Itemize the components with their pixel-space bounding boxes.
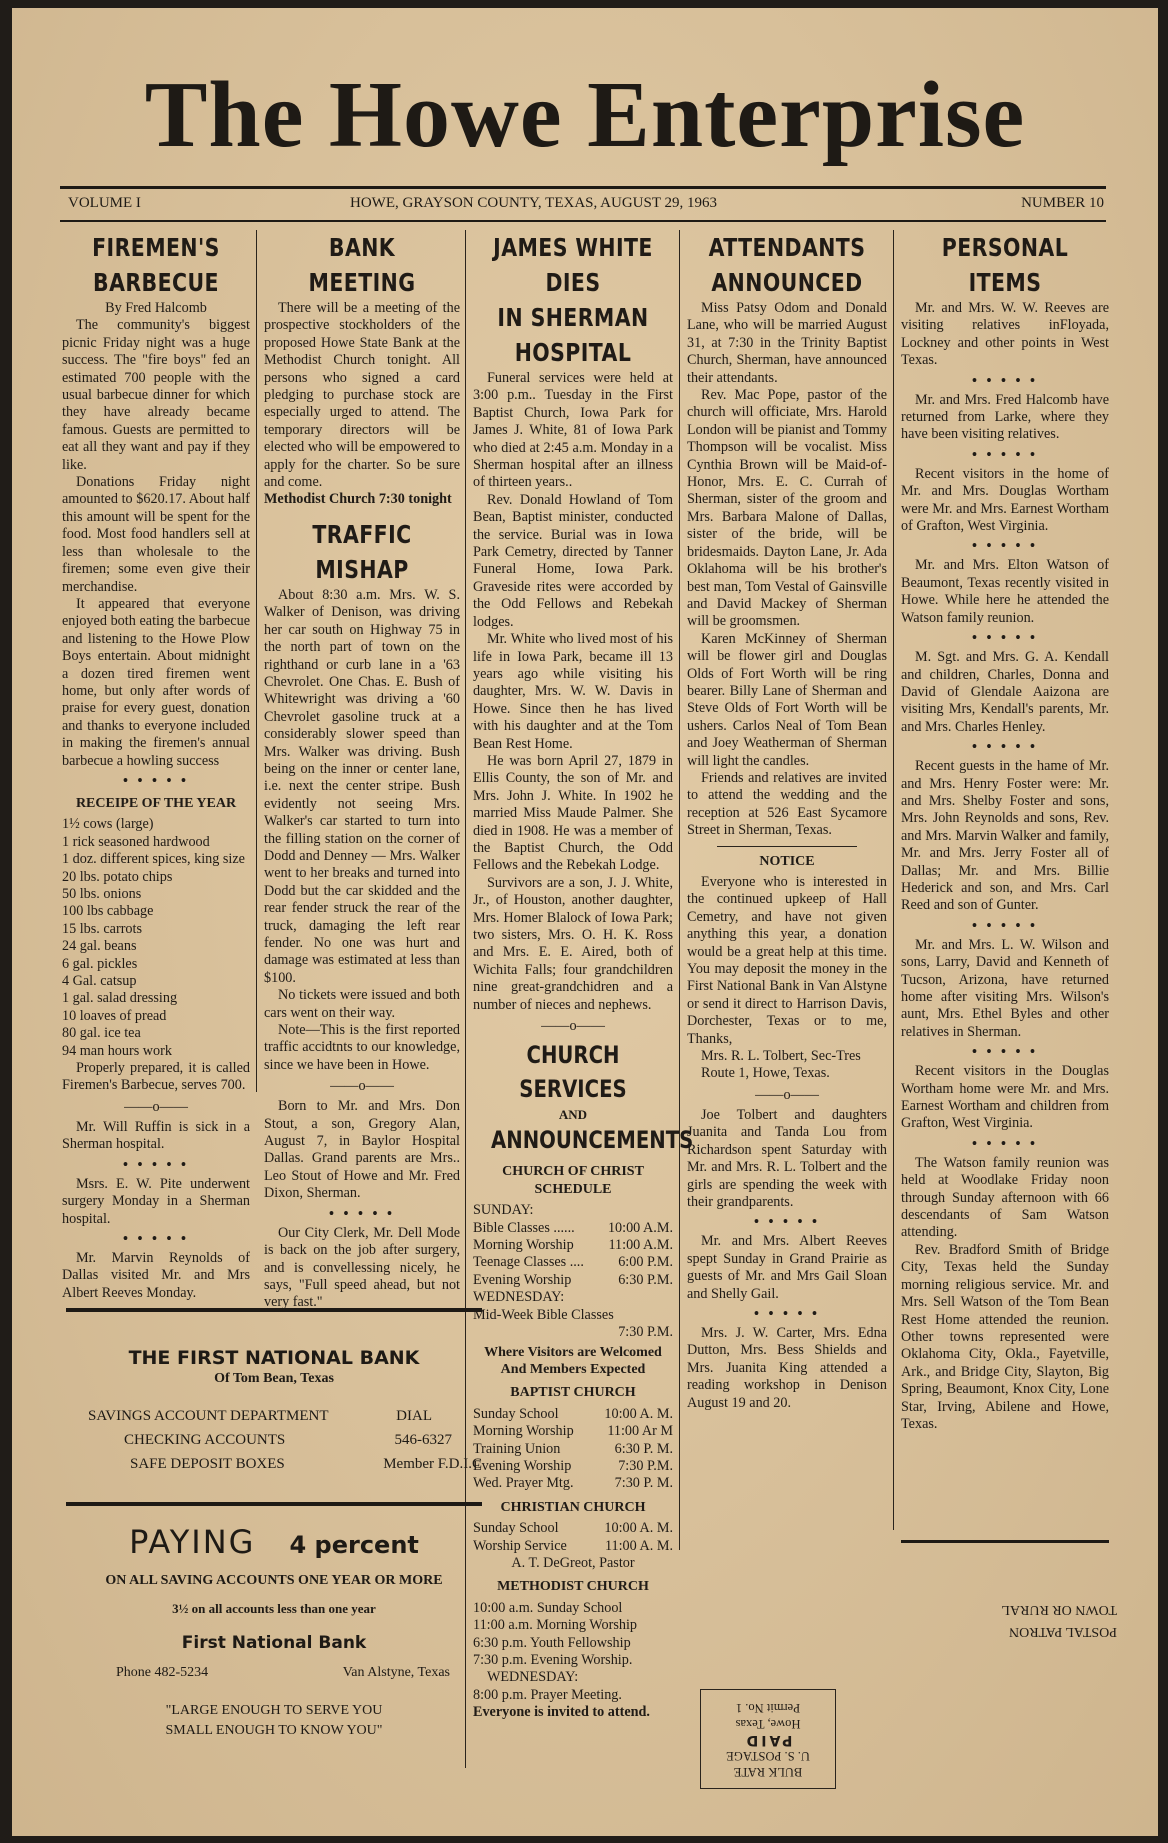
byline: By Fred Halcomb bbox=[105, 300, 207, 316]
column-personal-items bbox=[901, 230, 1109, 1433]
recipe-item: 94 man hours work bbox=[62, 1042, 172, 1059]
personal-item: Rev. Bradford Smith of Bridge City, Texas held the Sunday morning religious service. Mr. and Mrs. Sell Watson of the Tom Bean Rest Home attended the reunion. Other towns represented were Oklahoma City, Okla., Fayetville, Ark., and Bridge City, Slayton, Big Spring, Beaumont, Knox City, Lone Star, Irving, Abilene and Howe, Texas. bbox=[901, 1241, 1109, 1432]
masthead-title: The Howe Enterprise bbox=[144, 63, 1026, 167]
column-attendants bbox=[687, 230, 887, 1412]
schedule-event: Teenage Classes .... bbox=[473, 1254, 584, 1271]
midweek-time: 7:30 P.M. bbox=[618, 1324, 673, 1341]
postal-patron-label bbox=[967, 1598, 1117, 1642]
ad-phone: Phone 482-5234 bbox=[116, 1665, 209, 1680]
invitation: Everyone is invited to attend. bbox=[473, 1704, 650, 1721]
article-paragraph: About 8:30 a.m. Mrs. W. S. Walker of Denison, was driving her car south on Highway 75 in the north part of town on the righthand or curb lane in a '63 Chevrolet. One Chas. E. Bush of Whitewright was driving a '60 Chevrolet gasoline truck at a considerably slower speed than Mrs. Walker was driving. Bush being on the inner or center lane, i.e. next the center stripe. Bush evidently not seeing Mrs. Walker's car started to turn into the filling station on the corner of Dodd and Denney — Mrs. Walker went to her breaks and turned into Dodd but the car skidded and the rear fender struck the rear of the truck, damaging the left rear fender. No one was hurt and damage was estimated at less than $100. bbox=[264, 586, 460, 986]
article-paragraph: Our City Clerk, Mr. Dell Mode is back on the job after surgery, and is convellessing nicely, he says, "Full speed ahead, but not very fast." bbox=[264, 1224, 460, 1311]
methodist-prayer: 8:00 p.m. Prayer Meeting. bbox=[473, 1686, 622, 1703]
ad-phone: 546-6327 bbox=[394, 1432, 452, 1448]
article-paragraph: The community's biggest picnic Friday night was a huge success. The "fire boys" fed an estimated 700 people with the usual barbecue dinner for which they have already became famous. Guests are permitted to eat all they want and pay if they like. bbox=[62, 317, 250, 473]
schedule-time: 10:00 A. M. bbox=[604, 1405, 673, 1422]
schedule-event: Sunday School bbox=[473, 1405, 559, 1422]
star-separator: • • • • • bbox=[328, 1205, 396, 1222]
christian-church-title: CHRISTIAN CHURCH bbox=[500, 1499, 646, 1515]
article-paragraph: Note—This is the first reported traffic accidtnts to our knowledge, since we have been in Howe. bbox=[264, 1022, 460, 1073]
schedule-time: 6:30 P.M. bbox=[618, 1271, 673, 1288]
schedule-row bbox=[473, 1423, 673, 1440]
schedule-row bbox=[473, 1237, 673, 1254]
schedule-row bbox=[473, 1520, 673, 1537]
headline-traffic-mishap: TRAFFIC MISHAP bbox=[312, 519, 412, 584]
schedule-row bbox=[473, 1272, 673, 1289]
news-item: Joe Tolbert and daughters Juanita and Tanda Lou from Richardson spent Saturday with Mr. and Mrs. R. L. Tolbert and the girls are spending the week with their grandparents. bbox=[687, 1106, 887, 1210]
ad-service: CHECKING ACCOUNTS bbox=[124, 1432, 286, 1448]
article-paragraph: Funeral services were held at 3:00 p.m.. Tuesday in the First Baptist Church, Iowa Park for James J. White, 81 of Iowa Park who died at 2:45 a.m. Monday in a Sherman hospital after an illness of thirteen years.. bbox=[473, 370, 673, 491]
recipe-item: 20 lbs. potato chips bbox=[62, 868, 173, 885]
bulk-rate-permit-stamp bbox=[700, 1689, 836, 1789]
news-item: Mrs. J. W. Carter, Mrs. Edna Dutton, Mrs. Bess Shields and Mrs. Juanita King attended a reading workshop in Denison August 19 and 20. bbox=[687, 1324, 887, 1411]
ad-city: Van Alstyne, Texas bbox=[342, 1665, 450, 1680]
article-paragraph: Miss Patsy Odom and Donald Lane, who will be married August 31, at 7:30 in the Trinity Baptist Church, Sherman, have announced their attendants. bbox=[687, 300, 887, 386]
article-paragraph: Rev. Mac Pope, pastor of the church will officiate, Mrs. Harold London will be pianist and Tommy Thompson will be vocalist. Miss Cynthia Brown will be Maid-of-Honor, Mrs. E. C. Currah of Sherman, sister of the groom and Mrs. Barbara Malone of Dallas, sister of the bride, will be bridesmaids. Dayton Lane, Jr. Ada Oklahoma will be his brother's best man, Tom Vestal of Gainsville and David Mackey of Sherman will be groomsmen. bbox=[687, 387, 887, 630]
methodist-line: 11:00 a.m. Morning Worship bbox=[473, 1617, 637, 1634]
personal-item: Recent visitors in the Douglas Wortham home were Mr. and Mrs. Earnest Wortham and children from Grafton, West Virginia. bbox=[901, 1063, 1109, 1132]
notice-address: Route 1, Howe, Texas. bbox=[701, 1065, 830, 1082]
permit-line: U. S. POSTAGE bbox=[726, 1749, 810, 1763]
permit-line: BULK RATE bbox=[733, 1765, 803, 1779]
headline-personal-items: PERSONAL ITEMS bbox=[941, 233, 1069, 297]
ad-row bbox=[66, 1428, 482, 1452]
news-item: Mr. and Mrs. Albert Reeves spept Sunday in Grand Prairie as guests of Mr. and Mrs Gail Sloan and Shelly Gail. bbox=[687, 1233, 887, 1302]
star-separator: • • • • • bbox=[971, 1135, 1039, 1152]
ad-paying: PAYING bbox=[129, 1523, 256, 1561]
column-divider bbox=[256, 230, 257, 1092]
personal-item: M. Sgt. and Mrs. G. A. Kendall and children, Charles, Donna and David of Glendale Aaizona are visiting Mrs, Kendall's parents, Mr. and Mrs. Charles Henley. bbox=[901, 649, 1109, 735]
permit-paid: PAID bbox=[743, 1732, 793, 1748]
headline-bank-meeting: BANK MEETING bbox=[308, 233, 416, 297]
schedule-row bbox=[473, 1475, 673, 1492]
ad-rate-line-2: 3½ on all accounts less than one year bbox=[172, 1601, 376, 1616]
schedule-time: 11:00 A. M. bbox=[604, 1537, 673, 1554]
permit-line: Permit No. 1 bbox=[735, 1701, 801, 1715]
schedule-row bbox=[473, 1538, 673, 1555]
separator: ——o—— bbox=[541, 1018, 605, 1035]
ad-percent: 4 percent bbox=[289, 1531, 419, 1559]
personal-item: Mr. and Mrs. L. W. Wilson and sons, Larry, David and Kenneth of Tucson, Arizona, have returned home after visiting Mrs. Wilson's aunt, Mrs. Ethel Byles and other relatives in Sherman. bbox=[901, 936, 1109, 1040]
star-separator: • • • • • bbox=[122, 772, 190, 789]
methodist-line: 10:00 a.m. Sunday School bbox=[473, 1599, 623, 1616]
article-paragraph: He was born April 27, 1879 in Ellis County, the son of Mr. and Mrs. John J. White. In 1902 he married Miss Maude Palmer. She died in 1908. He was a member of the Baptist Church, the Odd Fellows and the Rebekah Lodge. bbox=[473, 752, 673, 874]
meeting-time: Methodist Church 7:30 tonight bbox=[264, 491, 452, 508]
ad-rate-line: ON ALL SAVING ACCOUNTS ONE YEAR OR MORE bbox=[105, 1573, 443, 1588]
recipe-item: 6 gal. pickles bbox=[62, 955, 138, 972]
ad-first-national-bank-van-alstyne bbox=[66, 1522, 482, 1741]
methodist-church-title: METHODIST CHURCH bbox=[497, 1579, 649, 1595]
star-separator: • • • • • bbox=[753, 1214, 821, 1231]
schedule-time: 10:00 A.M. bbox=[607, 1219, 673, 1236]
notice-text: Everyone who is interested in the continued upkeep of Hall Cemetry, and have not given anything this year, a donation would be a great help at this time. You may deposit the money in the First National Bank in Van Alstyne or send it direct to Harrison Davis, Dorchester, Texas or to me, Thanks, bbox=[687, 874, 887, 1047]
personal-item: Recent visitors in the home of Mr. and Mrs. Douglas Wortham were Mr. and Mrs. Earnest Wortham of Grafton, West Virginia. bbox=[901, 465, 1109, 535]
schedule-time: 11:00 A.M. bbox=[608, 1237, 673, 1254]
ad-bank-title: THE FIRST NATIONAL BANK bbox=[128, 1347, 420, 1369]
recipe-title: RECEIPE OF THE YEAR bbox=[75, 795, 237, 811]
christian-pastor: A. T. DeGreot, Pastor bbox=[511, 1554, 635, 1571]
schedule-row bbox=[473, 1220, 673, 1237]
recipe-item: 50 lbs. onions bbox=[62, 886, 142, 902]
star-separator: • • • • • bbox=[971, 538, 1039, 555]
article-paragraph: Mr. White who lived most of his life in Iowa Park, became ill 13 years ago while visiting his daughter, Mrs. W. W. Davis in Howe. Since then he has lived with his daughter and at the Tom Bean Rest Home. bbox=[473, 631, 673, 752]
wednesday-label: WEDNESDAY: bbox=[473, 1289, 565, 1306]
baptist-church-title: BAPTIST CHURCH bbox=[510, 1385, 636, 1401]
schedule-event: Worship Service bbox=[473, 1537, 567, 1554]
separator: ——o—— bbox=[330, 1078, 394, 1095]
personal-item: The Watson family reunion was held at Woodlake Friday noon through Sunday afternoon with 66 descendants of Sam Watson attending. bbox=[901, 1154, 1109, 1241]
ad-dial-label: DIAL bbox=[396, 1408, 432, 1424]
ad-contact-row bbox=[66, 1661, 482, 1685]
star-separator: • • • • • bbox=[971, 917, 1039, 934]
schedule-event: Sunday School bbox=[473, 1520, 559, 1537]
schedule-event: Wed. Prayer Mtg. bbox=[473, 1475, 574, 1492]
ad-slogan: "LARGE ENOUGH TO SERVE YOU bbox=[165, 1703, 383, 1718]
recipe-item: 10 loaves of pread bbox=[62, 1007, 167, 1024]
separator: ——o—— bbox=[124, 1098, 188, 1115]
recipe-item: 100 lbs cabbage bbox=[62, 903, 154, 920]
ad-row bbox=[66, 1404, 482, 1428]
personal-item: Mr. and Mrs. W. W. Reeves are visiting relatives inFloyada, Lockney and other points in West Texas. bbox=[901, 300, 1109, 369]
postal-patron-line: TOWN OR RURAL bbox=[1001, 1602, 1117, 1617]
recipe-item: 15 lbs. carrots bbox=[62, 920, 142, 937]
headline-james-white-dies: JAMES WHITE DIES bbox=[493, 233, 653, 297]
star-separator: • • • • • bbox=[122, 1230, 190, 1247]
personal-item: Mr. and Mrs. Elton Watson of Beaumont, Texas recently visited in Howe. While here he attended the Watson family reunion. bbox=[901, 557, 1109, 626]
recipe-item: 80 gal. ice tea bbox=[62, 1025, 141, 1042]
column-bank-meeting bbox=[264, 230, 460, 1312]
headline-announcements: ANNOUNCEMENTS bbox=[491, 1126, 694, 1155]
schedule-row bbox=[473, 1458, 673, 1475]
methodist-line: 7:30 p.m. Evening Worship. bbox=[473, 1652, 633, 1668]
welcome-line: Where Visitors are Welcomed And Members Expected bbox=[484, 1344, 662, 1377]
recipe-item: 1½ cows (large) bbox=[62, 816, 154, 833]
headline-hospital: HOSPITAL bbox=[514, 338, 632, 367]
column-divider bbox=[679, 230, 680, 1550]
ad-service: SAFE DEPOSIT BOXES bbox=[130, 1456, 285, 1472]
schedule-time: 11:00 Ar M bbox=[607, 1423, 673, 1440]
schedule-time: 7:30 P.M. bbox=[618, 1457, 673, 1474]
headline-firemens: FIREMEN'S bbox=[92, 233, 220, 262]
schedule-event: Morning Worship bbox=[473, 1237, 574, 1254]
schedule-time: 6:30 P. M. bbox=[614, 1440, 673, 1457]
article-paragraph: Born to Mr. and Mrs. Don Stout, a son, Gregory Alan, August 7, in Baylor Hospital Dallas. Grand parents are Mrs.. Leo Stout of Howe and Mr. Fred Dixon, Sherman. bbox=[264, 1098, 460, 1202]
column-firemens-barbecue bbox=[62, 230, 250, 1302]
headline-church-services: CHURCH SERVICES bbox=[519, 1041, 627, 1104]
place-date: HOWE, GRAYSON COUNTY, TEXAS, AUGUST 29, 1963 bbox=[350, 195, 717, 211]
star-separator: • • • • • bbox=[753, 1305, 821, 1322]
postal-patron-line: POSTAL PATRON bbox=[1009, 1624, 1117, 1639]
ad-member: Member F.D.I.C bbox=[383, 1456, 482, 1472]
sunday-label: SUNDAY: bbox=[473, 1202, 534, 1219]
star-separator: • • • • • bbox=[971, 739, 1039, 756]
recipe-item: 24 gal. beans bbox=[62, 938, 137, 955]
star-separator: • • • • • bbox=[971, 1044, 1039, 1061]
news-item: Mr. Will Ruffin is sick in a Sherman hospital. bbox=[62, 1118, 250, 1153]
recipe-item: 1 doz. different spices, king size bbox=[62, 851, 245, 868]
star-separator: • • • • • bbox=[971, 630, 1039, 647]
star-separator: • • • • • bbox=[122, 1156, 190, 1173]
ad-bank-name: First National Bank bbox=[181, 1633, 367, 1653]
article-paragraph: There will be a meeting of the prospective stockholders of the proposed Howe State Bank at the Methodist Church tonight. All persons who signed a card pledging to purchase stock are especially urged to attend. The temporary directors will be elected who will be empowered to apply for the charter. So be sure and come. bbox=[264, 300, 460, 491]
column-divider bbox=[893, 230, 894, 1530]
schedule-time: 7:30 P. M. bbox=[614, 1475, 673, 1492]
headline-attendants: ATTENDANTS bbox=[708, 233, 866, 262]
recipe-item: 1 rick seasoned hardwood bbox=[62, 833, 210, 850]
headline-barbecue: BARBECUE bbox=[93, 268, 219, 297]
schedule-event: Evening Worship bbox=[473, 1457, 572, 1474]
recipe-close: Properly prepared, it is called Firemen's Barbecue, serves 700. bbox=[62, 1060, 250, 1094]
article-paragraph: No tickets were issued and both cars went on their way. bbox=[264, 987, 460, 1021]
permit-line: Howe, Texas bbox=[735, 1717, 801, 1731]
recipe-item: 1 gal. salad dressing bbox=[62, 990, 178, 1007]
article-paragraph: Rev. Donald Howland of Tom Bean, Baptist minister, conducted the service. Burial was in Iowa Park Cemetry, directed by Tanner Funeral Home, Iowa Park. Graveside rites were accorded by the Odd Fellows and Rebekah lodges. bbox=[473, 491, 673, 630]
article-paragraph: It appeared that everyone enjoyed both eating the barbecue and listening to the Howe Plow Boys entertain. About midnight a dozen tired firemen went home, but only after words of praise for every guest, donation and thanks to everyone included in making the firemen's annual barbecue a howling success bbox=[62, 595, 250, 769]
midweek-classes: Mid-Week Bible Classes bbox=[473, 1306, 614, 1323]
ad-bank-subtitle: Of Tom Bean, Texas bbox=[214, 1371, 334, 1386]
recipe-item: 4 Gal. catsup bbox=[62, 973, 137, 990]
notice-signature: Mrs. R. L. Tolbert, Sec-Tres bbox=[701, 1048, 861, 1065]
schedule-time: 6:00 P.M. bbox=[618, 1254, 673, 1271]
headline-announced: ANNOUNCED bbox=[711, 268, 863, 297]
ad-row bbox=[66, 1452, 482, 1476]
column-end-rule bbox=[901, 1540, 1109, 1543]
personal-item: Mr. and Mrs. Fred Halcomb have returned from Larke, where they have been visiting relatives. bbox=[901, 391, 1109, 443]
star-separator: • • • • • bbox=[971, 372, 1039, 389]
column-james-white bbox=[473, 230, 694, 1722]
news-item: Mr. Marvin Reynolds of Dallas visited Mr. and Mrs Albert Reeves Monday. bbox=[62, 1249, 250, 1301]
issue-number: NUMBER 10 bbox=[1021, 195, 1104, 211]
masthead-rule-top bbox=[60, 186, 1106, 189]
article-paragraph: Karen McKinney of Sherman will be flower girl and Douglas Olds of Fort Worth will be ring bearer. Billy Lane of Sherman and Steve Olds of Fort Worth will be ushers. Carlos Neal of Tom Bean and Joey Weatherman of Sherman will light the candles. bbox=[687, 630, 887, 769]
schedule-row bbox=[473, 1441, 673, 1458]
church-of-christ-title: CHURCH OF CHRIST SCHEDULE bbox=[502, 1164, 644, 1197]
ad-rule-top bbox=[66, 1308, 482, 1312]
schedule-event: Evening Worship bbox=[473, 1271, 572, 1288]
headline-in-sherman: IN SHERMAN bbox=[497, 303, 649, 332]
ad-slogan: SMALL ENOUGH TO KNOW YOU" bbox=[165, 1723, 383, 1738]
article-paragraph: Friends and relatives are invited to attend the wedding and the reception at 526 East Sycamore Street in Sherman, Texas. bbox=[687, 769, 887, 839]
star-separator: • • • • • bbox=[971, 446, 1039, 463]
ad-first-national-bank-tom-bean bbox=[66, 1346, 482, 1476]
notice-title: NOTICE bbox=[759, 853, 815, 869]
volume-label: VOLUME I bbox=[68, 195, 141, 211]
article-paragraph: Donations Friday night amounted to $620.17. About half this amount will be spent for the food. Most food handlers sell at less than wholesale to the firemen; some even give their merchandise. bbox=[62, 474, 250, 595]
personal-item: Recent guests in the hame of Mr. and Mrs. Henry Foster were: Mr. and Mrs. Shelby Foster and sons, Mrs. John Reynolds and sons, Rev. and Mrs. Marvin Walker and family, Mr. and Mrs. Jerry Foster all of Dallas; Mr. and Mrs. Billie Hederick and son, and Mrs. Carl Reed and son of Gunter. bbox=[901, 758, 1109, 914]
schedule-time: 10:00 A. M. bbox=[604, 1520, 673, 1537]
schedule-row bbox=[473, 1254, 673, 1271]
dateline bbox=[60, 192, 1106, 216]
schedule-event: Morning Worship bbox=[473, 1423, 574, 1440]
schedule-row bbox=[473, 1406, 673, 1423]
headline-and: AND bbox=[558, 1107, 588, 1123]
schedule-event: Bible Classes ...... bbox=[473, 1219, 575, 1236]
newspaper-page bbox=[12, 8, 1158, 1836]
recipe-list bbox=[62, 816, 250, 1060]
schedule-event: Training Union bbox=[473, 1440, 561, 1457]
methodist-line: 6:30 p.m. Youth Fellowship bbox=[473, 1634, 631, 1651]
separator: ——o—— bbox=[755, 1086, 819, 1103]
methodist-wednesday: WEDNESDAY: bbox=[487, 1669, 579, 1686]
ad-service: SAVINGS ACCOUNT DEPARTMENT bbox=[88, 1408, 329, 1424]
masthead-rule-bottom bbox=[60, 220, 1106, 222]
news-item: Msrs. E. W. Pite underwent surgery Monday in a Sherman hospital. bbox=[62, 1175, 250, 1227]
article-paragraph: Survivors are a son, J. J. White, Jr., of Houston, another daughter, Mrs. Homer Blalock of Iowa Park; two sisters, Mrs. O. H. K. Ross and Mrs. E. E. Aired, both of Wichita Falls; four grandchildren nine great-grandchidren and a number of nieces and nephews. bbox=[473, 874, 673, 1013]
ad-rule-middle bbox=[66, 1502, 482, 1506]
